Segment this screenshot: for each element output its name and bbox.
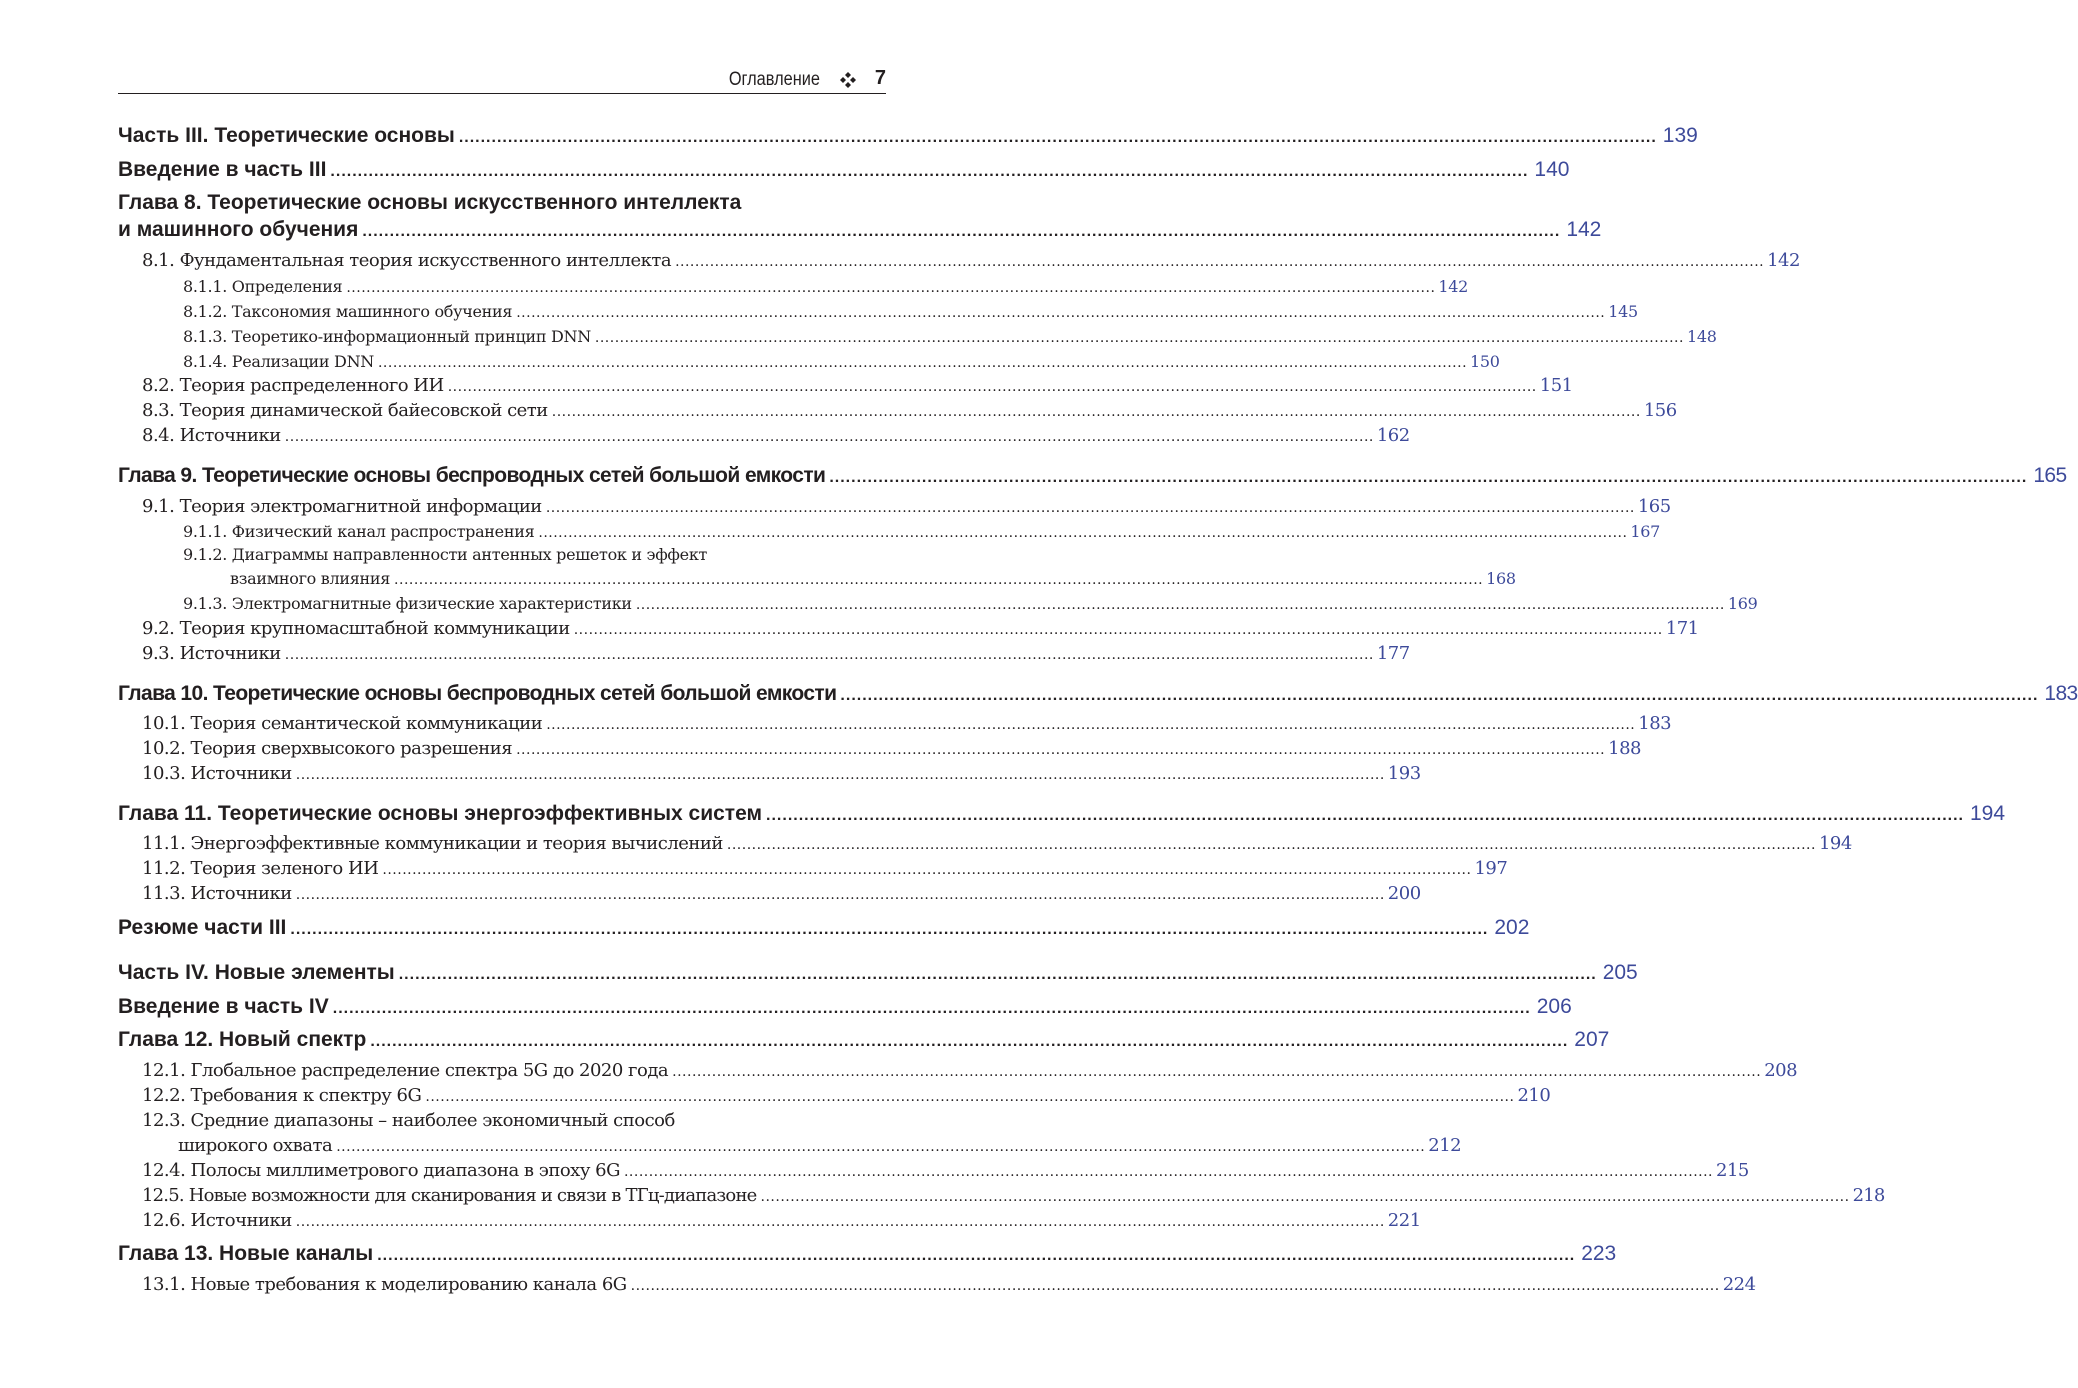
toc-entry-title: Часть III. Теоретические основы <box>118 124 455 147</box>
toc-entry[interactable] <box>118 1242 1617 1266</box>
dot-leader: ............................................................................................................................................................................................................................ <box>546 717 1636 733</box>
dot-leader: ............................................................................................................................................................................................................................ <box>538 525 1628 541</box>
toc-entry[interactable] <box>118 1028 1610 1052</box>
dot-leader: ............................................................................................................................................................................................................................ <box>516 742 1606 758</box>
toc-entry-page: 165 <box>1637 496 1671 517</box>
toc-entry[interactable] <box>142 250 1800 271</box>
toc-entry-page: 156 <box>1643 400 1677 421</box>
dot-leader: ............................................................................................................................................................................................................................ <box>295 887 1385 903</box>
toc-entry[interactable] <box>142 1160 1749 1181</box>
toc-entry-page: 218 <box>1852 1185 1885 1206</box>
toc-entry-title: 10.1. Теория семантической коммуникации <box>142 713 543 734</box>
dot-leader: ............................................................................................................................................................................................................................ <box>336 1139 1426 1155</box>
toc-entry-title: 12.1. Глобальное распределение спектра 5G до 2020 года <box>142 1060 669 1081</box>
dot-leader: ............................................................................................................................................................................................................................ <box>332 1000 1531 1017</box>
toc-entry[interactable] <box>118 124 1698 148</box>
dot-leader: ............................................................................................................................................................................................................................ <box>760 1189 1850 1205</box>
toc-entry-page: 142 <box>1767 250 1800 271</box>
dot-leader: ............................................................................................................................................................................................................................ <box>829 469 2028 486</box>
toc-entry-title-cont: широкого охвата <box>178 1135 333 1156</box>
toc-entry-title-cont: и машинного обучения <box>118 218 359 241</box>
toc-entry-page: 188 <box>1608 738 1641 759</box>
toc-entry-page: 171 <box>1665 618 1699 639</box>
toc-entry-title: 8.4. Источники <box>142 425 281 446</box>
toc-entry[interactable] <box>118 802 2006 826</box>
toc-entry[interactable] <box>142 1085 1551 1106</box>
toc-entry[interactable] <box>178 1135 1462 1156</box>
dot-leader: ............................................................................................................................................................................................................................ <box>672 1064 1762 1080</box>
dot-leader: ............................................................................................................................................................................................................................ <box>594 330 1684 346</box>
toc-entry[interactable] <box>118 464 2067 488</box>
dot-leader: ............................................................................................................................................................................................................................ <box>516 305 1606 321</box>
toc-entry[interactable] <box>183 277 1469 296</box>
toc-entry-title[interactable]: 12.3. Средние диапазоны – наиболее экономичный способ <box>142 1110 675 1131</box>
toc-entry-title: Резюме части III <box>118 916 287 939</box>
toc-entry-title: Введение в часть IV <box>118 995 329 1018</box>
toc-entry-title: 10.2. Теория сверхвысокого разрешения <box>142 738 513 759</box>
toc-entry-title: 12.2. Требования к спектру 6G <box>142 1085 422 1106</box>
dot-leader: ............................................................................................................................................................................................................................ <box>840 687 2039 704</box>
toc-entry-title: Глава 13. Новые каналы <box>118 1242 374 1265</box>
toc-entry-title: 9.2. Теория крупномасштабной коммуникации <box>142 618 570 639</box>
toc-entry[interactable] <box>142 833 1852 854</box>
dot-leader: ............................................................................................................................................................................................................................ <box>630 1278 1720 1294</box>
toc-entry[interactable] <box>142 400 1677 421</box>
toc-entry[interactable] <box>230 569 1516 588</box>
dot-leader: ............................................................................................................................................................................................................................ <box>377 355 1468 371</box>
toc-entry-page: 206 <box>1536 995 1572 1018</box>
dot-leader: ............................................................................................................................................................................................................................ <box>551 404 1641 420</box>
toc-entry-page: 148 <box>1686 327 1717 346</box>
dot-leader: ............................................................................................................................................................................................................................ <box>573 622 1663 638</box>
toc-entry-page: 202 <box>1494 916 1530 939</box>
toc-entry-page: 205 <box>1602 961 1638 984</box>
toc-entry-page: 212 <box>1428 1135 1462 1156</box>
dot-leader: ............................................................................................................................................................................................................................ <box>330 163 1529 180</box>
toc-entry[interactable] <box>142 738 1641 759</box>
toc-entry-title: 11.1. Энергоэффективные коммуникации и теория вычислений <box>142 833 723 854</box>
toc-entry-page: 197 <box>1474 858 1508 879</box>
toc-entry-title: Глава 11. Теоретические основы энергоэффективных систем <box>118 802 763 825</box>
dot-leader: ............................................................................................................................................................................................................................ <box>290 921 1489 938</box>
running-header-title: Оглавление <box>728 69 820 90</box>
toc-entry-title: 9.1.3. Электромагнитные физические характеристики <box>183 594 632 613</box>
toc-entry-title: 8.3. Теория динамической байесовской сети <box>142 400 548 421</box>
toc-entry[interactable] <box>142 643 1410 664</box>
toc-entry-title: 8.1.4. Реализации DNN <box>183 352 374 371</box>
toc-entry-title: 9.1.1. Физический канал распространения <box>183 522 535 541</box>
toc-entry[interactable] <box>142 713 1672 734</box>
toc-entry-page: 221 <box>1387 1210 1421 1231</box>
toc-entry-title: 9.1. Теория электромагнитной информации <box>142 496 542 517</box>
toc-entry-page: 142 <box>1438 277 1469 296</box>
toc-entry-page: 207 <box>1574 1028 1610 1051</box>
toc-entry-page: 223 <box>1581 1242 1617 1265</box>
dot-leader: ............................................................................................................................................................................................................................ <box>284 429 1374 445</box>
toc-entry[interactable] <box>183 327 1717 346</box>
toc-entry[interactable] <box>118 995 1572 1019</box>
dot-leader: ............................................................................................................................................................................................................................ <box>458 129 1657 146</box>
toc-entry-page: 142 <box>1566 218 1602 241</box>
toc-entry[interactable] <box>142 1210 1421 1231</box>
toc-entry-title: 8.1.1. Определения <box>183 277 343 296</box>
toc-entry-page: 168 <box>1486 569 1516 588</box>
toc-entry-title[interactable]: 9.1.2. Диаграммы направленности антенных решеток и эффект <box>183 545 708 564</box>
toc-entry-title: 10.3. Источники <box>142 763 292 784</box>
dot-leader: ............................................................................................................................................................................................................................ <box>726 837 1816 853</box>
toc-entry[interactable] <box>118 158 1570 182</box>
dot-leader: ............................................................................................................................................................................................................................ <box>394 572 1484 588</box>
toc-entry-title: 12.6. Источники <box>142 1210 292 1231</box>
toc-entry[interactable] <box>118 916 1530 940</box>
toc-entry[interactable] <box>183 594 1758 613</box>
toc-entry[interactable] <box>142 375 1573 396</box>
dot-leader: ............................................................................................................................................................................................................................ <box>370 1033 1569 1050</box>
toc-entry[interactable] <box>142 858 1508 879</box>
toc-entry-title: Глава 10. Теоретические основы беспроводных сетей большой емкости <box>118 682 837 705</box>
toc-entry-page: 139 <box>1662 124 1698 147</box>
dot-leader: ............................................................................................................................................................................................................................ <box>766 807 1964 824</box>
toc-entry-page: 210 <box>1517 1085 1551 1106</box>
dot-leader: ............................................................................................................................................................................................................................ <box>447 379 1537 395</box>
toc-entry-page: 183 <box>1638 713 1672 734</box>
toc-entry[interactable] <box>142 883 1421 904</box>
toc-entry-page: 183 <box>2044 682 2078 705</box>
toc-entry-title: 13.1. Новые требования к моделированию канала 6G <box>142 1274 627 1295</box>
toc-entry-title: 11.2. Теория зеленого ИИ <box>142 858 379 879</box>
toc-entry-title: 8.1. Фундаментальная теория искусственного интеллекта <box>142 250 672 271</box>
toc-entry-title: Часть IV. Новые элементы <box>118 961 395 984</box>
page-number: 7 <box>874 67 886 89</box>
toc-entry-title: 8.1.2. Таксономия машинного обучения <box>183 302 513 321</box>
toc-entry[interactable] <box>142 618 1699 639</box>
dot-leader: ............................................................................................................................................................................................................................ <box>377 1247 1576 1264</box>
dot-leader: ............................................................................................................................................................................................................................ <box>425 1089 1515 1105</box>
toc-entry-title[interactable]: Глава 8. Теоретические основы искусственного интеллекта <box>118 191 742 214</box>
toc-entry-page: 193 <box>1387 763 1421 784</box>
toc-entry-page: 167 <box>1630 522 1661 541</box>
toc-entry-page: 151 <box>1539 375 1573 396</box>
dot-leader: ............................................................................................................................................................................................................................ <box>382 862 1472 878</box>
toc-entry[interactable] <box>118 682 2078 706</box>
toc-entry[interactable] <box>142 1185 1885 1206</box>
toc-entry[interactable] <box>183 302 1638 321</box>
toc-entry[interactable] <box>142 425 1410 446</box>
toc-entry[interactable] <box>183 352 1500 371</box>
toc-entry-title: 11.3. Источники <box>142 883 292 904</box>
dot-leader: ............................................................................................................................................................................................................................ <box>362 223 1561 240</box>
toc-entry-title: 9.3. Источники <box>142 643 281 664</box>
toc-entry-page: 224 <box>1722 1274 1756 1295</box>
toc-entry-page: 177 <box>1376 643 1410 664</box>
dot-leader: ............................................................................................................................................................................................................................ <box>675 254 1765 270</box>
toc-entry-title: 8.2. Теория распределенного ИИ <box>142 375 444 396</box>
toc-entry-page: 194 <box>1970 802 2006 825</box>
toc-entry-page: 145 <box>1608 302 1638 321</box>
toc-entry-page: 200 <box>1387 883 1421 904</box>
toc-entry-page: 208 <box>1764 1060 1798 1081</box>
toc-entry-title: Глава 12. Новый спектр <box>118 1028 367 1051</box>
toc-entry-page: 140 <box>1534 158 1570 181</box>
toc-entry[interactable] <box>142 496 1671 517</box>
toc-entry-page: 194 <box>1818 833 1852 854</box>
toc-entry[interactable] <box>142 1060 1798 1081</box>
toc-entry-title: 8.1.3. Теоретико-информационный принцип DNN <box>183 327 591 346</box>
toc-entry[interactable] <box>118 218 1602 242</box>
toc-entry-title: 12.5. Новые возможности для сканирования и связи в ТГц-диапазоне <box>142 1185 757 1206</box>
toc-entry-title: Введение в часть III <box>118 158 327 181</box>
toc-entry-page: 150 <box>1470 352 1500 371</box>
toc-entry[interactable] <box>142 763 1421 784</box>
toc-entry[interactable] <box>183 522 1661 541</box>
toc-entry-title: Глава 9. Теоретические основы беспроводных сетей большой емкости <box>118 464 826 487</box>
toc-entry-title: 12.4. Полосы миллиметрового диапазона в эпоху 6G <box>142 1160 620 1181</box>
dot-leader: ............................................................................................................................................................................................................................ <box>295 767 1385 783</box>
toc-entry[interactable] <box>142 1274 1756 1295</box>
dot-leader: ............................................................................................................................................................................................................................ <box>545 500 1635 516</box>
dot-leader: ............................................................................................................................................................................................................................ <box>398 966 1597 983</box>
dot-leader: ............................................................................................................................................................................................................................ <box>623 1164 1714 1180</box>
toc-entry-page: 162 <box>1376 425 1410 446</box>
toc-entry[interactable] <box>118 961 1638 985</box>
dot-leader: ............................................................................................................................................................................................................................ <box>295 1214 1385 1230</box>
toc-entry-page: 169 <box>1727 594 1758 613</box>
toc-entry-page: 165 <box>2033 464 2067 487</box>
dot-leader: ............................................................................................................................................................................................................................ <box>346 280 1436 296</box>
toc-entry-page: 215 <box>1716 1160 1749 1181</box>
dot-leader: ............................................................................................................................................................................................................................ <box>635 597 1725 613</box>
dot-leader: ............................................................................................................................................................................................................................ <box>284 647 1374 663</box>
toc-entry-title-cont: взаимного влияния <box>230 569 391 588</box>
